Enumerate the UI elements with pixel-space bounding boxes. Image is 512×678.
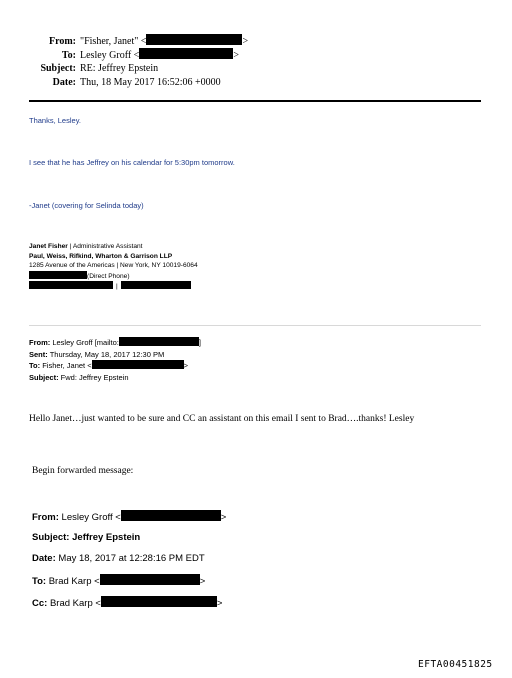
header-to-row: To: Lesley Groff < > xyxy=(0,48,239,63)
signature-address: 1285 Avenue of the Americas | New York, NY 10019-6064 xyxy=(29,262,198,269)
header-from-row: From: "Fisher, Janet" < > xyxy=(0,34,248,49)
header-date-value: Thu, 18 May 2017 16:52:06 +0000 xyxy=(80,77,221,88)
signature-name-line xyxy=(29,242,198,252)
quoted-sent-row: Sent: Thursday, May 18, 2017 12:30 PM xyxy=(29,349,165,359)
forwarded-subject-row: Subject: Jeffrey Epstein xyxy=(32,532,141,543)
forwarded-to-row: To: Brad Karp < > xyxy=(32,576,206,587)
redaction-box xyxy=(92,360,184,369)
reply-line-signoff: -Janet (covering for Selinda today) xyxy=(29,201,144,210)
redaction-box xyxy=(29,271,87,279)
redaction-box xyxy=(121,510,221,521)
redaction-box xyxy=(100,574,200,585)
header-date-row xyxy=(0,76,221,90)
signature-block xyxy=(29,242,198,292)
redaction-box xyxy=(146,34,242,45)
message-body: Hello Janet…just wanted to be sure and CC an assistant on this email I sent to Brad….thanks! Lesley xyxy=(29,414,415,424)
forwarded-cc-row: Cc: Brad Karp < > xyxy=(32,598,223,609)
quoted-header xyxy=(29,337,201,383)
header-to-label: To: xyxy=(61,50,76,61)
signature-separator: | xyxy=(116,283,118,290)
signature-contact-line xyxy=(29,281,198,292)
signature-direct-phone: (Direct Phone) xyxy=(87,272,130,280)
header-to-value: Lesley Groff < xyxy=(80,50,140,61)
header-subject-row xyxy=(0,62,158,76)
redaction-box xyxy=(29,281,113,289)
reply-line-calendar: I see that he has Jeffrey on his calendar for 5:30pm tomorrow. xyxy=(29,158,235,167)
header-subject-value: RE: Jeffrey Epstein xyxy=(80,63,159,74)
header-date-label: Date: xyxy=(52,77,76,88)
signature-title: | Administrative Assistant xyxy=(67,243,143,250)
begin-forwarded-label: Begin forwarded message: xyxy=(32,466,134,476)
quoted-to-row: To: Fisher, Janet < > xyxy=(29,361,188,370)
forwarded-from-row: From: Lesley Groff < > xyxy=(32,512,227,523)
signature-name: Janet Fisher xyxy=(29,243,68,250)
header-from-label: From: xyxy=(48,36,76,47)
header-divider xyxy=(29,100,481,102)
redaction-box xyxy=(119,337,199,346)
header-from-value: "Fisher, Janet" < xyxy=(80,36,147,47)
bates-number: EFTA00451825 xyxy=(418,659,493,670)
reply-line-thanks: Thanks, Lesley. xyxy=(29,116,81,125)
signature-firm: Paul, Weiss, Rifkind, Wharton & Garrison LLP xyxy=(29,252,173,260)
quoted-subject-row: Subject: Fwd: Jeffrey Epstein xyxy=(29,372,129,382)
redaction-box xyxy=(101,596,217,607)
redaction-box xyxy=(139,48,233,59)
redaction-box xyxy=(121,281,191,289)
forwarded-date-row: Date: May 18, 2017 at 12:28:16 PM EDT xyxy=(32,553,205,564)
signature-phone-line xyxy=(29,271,198,282)
quoted-from-row: From: Lesley Groff [mailto: ] xyxy=(29,338,201,347)
quoted-divider xyxy=(29,325,481,326)
header-subject-label: Subject: xyxy=(40,63,76,74)
